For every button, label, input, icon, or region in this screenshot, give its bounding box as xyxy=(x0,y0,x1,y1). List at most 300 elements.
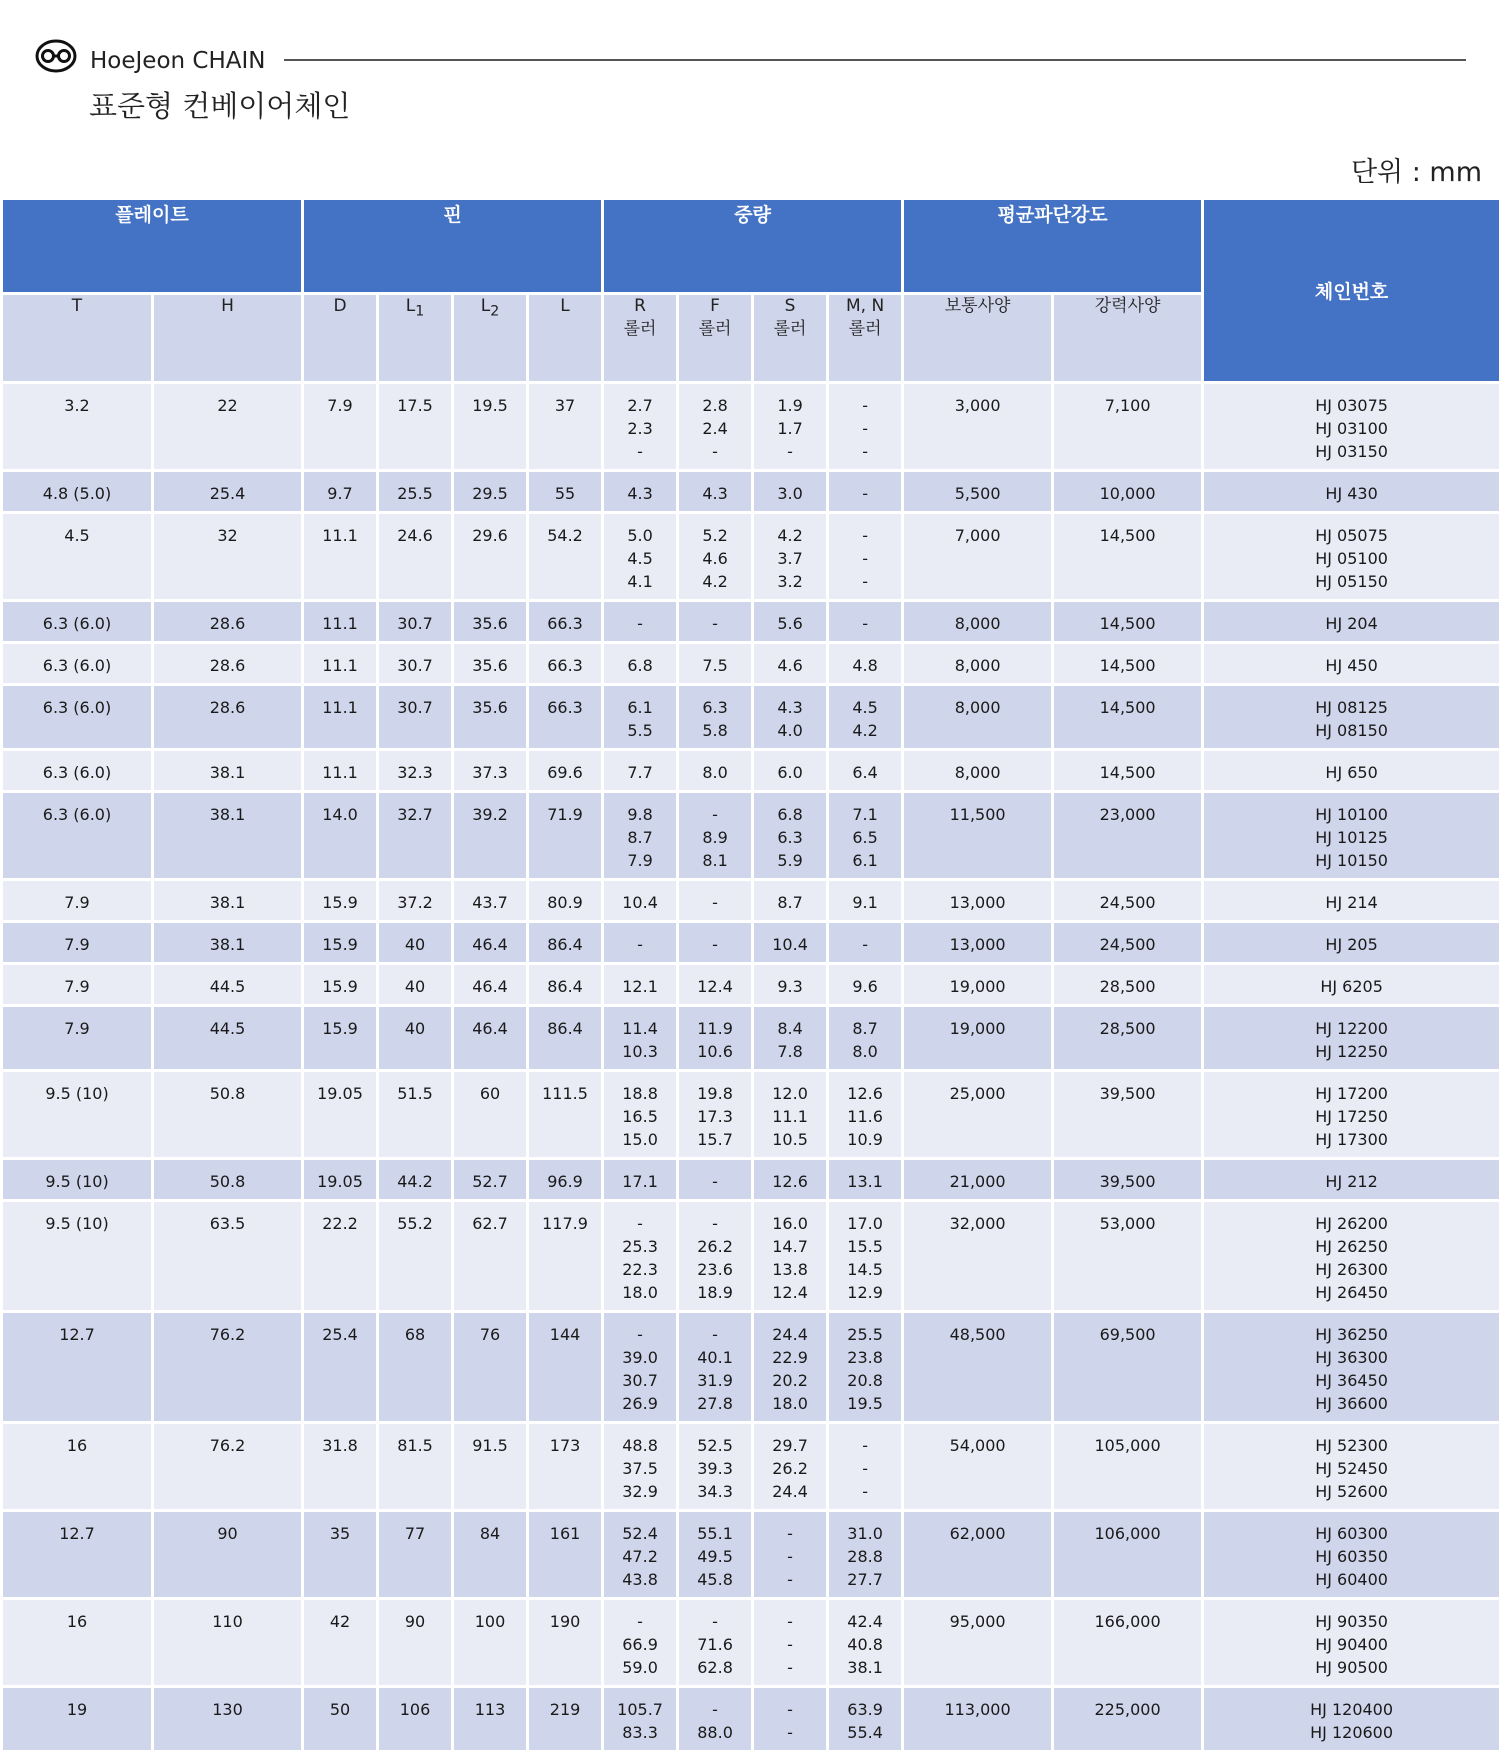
cell-mn xyxy=(829,1007,901,1069)
cell-normal: 3,000 xyxy=(904,384,1051,469)
cell-value: 19.5 xyxy=(847,1394,883,1413)
cell-value: 52.5 xyxy=(697,1436,733,1455)
cell-t: 12.7 xyxy=(3,1512,151,1597)
cell-normal: 21,000 xyxy=(904,1160,1051,1199)
cell-r xyxy=(604,472,676,511)
cell-value: 4.2 xyxy=(777,526,803,545)
cell-h: 44.5 xyxy=(154,965,301,1004)
cell-l: 86.4 xyxy=(529,1007,601,1069)
cell-strong: 28,500 xyxy=(1054,1007,1201,1069)
cell-t: 9.5 (10) xyxy=(3,1202,151,1310)
cell-f xyxy=(679,514,751,599)
cell-chain-no xyxy=(1204,1160,1499,1199)
cell-t: 9.5 (10) xyxy=(3,1072,151,1157)
cell-l1: 106 xyxy=(379,1688,451,1750)
cell-value: 55.4 xyxy=(847,1723,883,1742)
cell-l: 111.5 xyxy=(529,1072,601,1157)
cell-value: 12.4 xyxy=(697,977,733,996)
cell-value: 52.4 xyxy=(622,1524,658,1543)
cell-value: - xyxy=(787,1612,793,1631)
cell-value: 39.3 xyxy=(697,1459,733,1478)
cell-l2: 52.7 xyxy=(454,1160,526,1199)
cell-l: 66.3 xyxy=(529,644,601,683)
cell-value: 8.0 xyxy=(852,1042,878,1061)
cell-value: 1.9 xyxy=(777,396,803,415)
cell-value: 11.4 xyxy=(622,1019,658,1038)
cell-d: 15.9 xyxy=(304,923,376,962)
chain-number: HJ 17300 xyxy=(1315,1130,1388,1149)
cell-value: 13.8 xyxy=(772,1260,808,1279)
cell-h: 38.1 xyxy=(154,793,301,878)
cell-h: 63.5 xyxy=(154,1202,301,1310)
chain-number: HJ 52600 xyxy=(1315,1482,1388,1501)
cell-d: 11.1 xyxy=(304,751,376,790)
cell-value: - xyxy=(862,572,868,591)
cell-value: 5.0 xyxy=(627,526,653,545)
cell-l: 161 xyxy=(529,1512,601,1597)
table-row xyxy=(3,1072,1499,1157)
cell-normal: 32,000 xyxy=(904,1202,1051,1310)
cell-value: 39.0 xyxy=(622,1348,658,1367)
group-pin: 핀 xyxy=(304,200,601,292)
table-row xyxy=(3,1160,1499,1199)
cell-value: 22.9 xyxy=(772,1348,808,1367)
chain-number: HJ 60400 xyxy=(1315,1570,1388,1589)
cell-value: 17.3 xyxy=(697,1107,733,1126)
chain-number: HJ 60350 xyxy=(1315,1547,1388,1566)
table-row xyxy=(3,751,1499,790)
cell-value: 18.0 xyxy=(622,1283,658,1302)
cell-value: 62.8 xyxy=(697,1658,733,1677)
cell-mn xyxy=(829,602,901,641)
cell-value: 6.1 xyxy=(627,698,653,717)
cell-f xyxy=(679,1007,751,1069)
cell-d: 50 xyxy=(304,1688,376,1750)
cell-value: 4.6 xyxy=(777,656,803,675)
cell-value: 3.7 xyxy=(777,549,803,568)
cell-r xyxy=(604,384,676,469)
cell-l2: 100 xyxy=(454,1600,526,1685)
chain-number: HJ 36600 xyxy=(1315,1394,1388,1413)
cell-l2: 35.6 xyxy=(454,644,526,683)
cell-h: 32 xyxy=(154,514,301,599)
cell-value: 6.8 xyxy=(777,805,803,824)
cell-t: 12.7 xyxy=(3,1313,151,1421)
cell-r xyxy=(604,602,676,641)
cell-normal: 95,000 xyxy=(904,1600,1051,1685)
group-strength: 평균파단강도 xyxy=(904,200,1201,292)
cell-value: - xyxy=(787,1635,793,1654)
cell-h: 28.6 xyxy=(154,602,301,641)
cell-value: 4.6 xyxy=(702,549,728,568)
chain-number: HJ 05150 xyxy=(1315,572,1388,591)
cell-f xyxy=(679,923,751,962)
cell-h: 76.2 xyxy=(154,1313,301,1421)
cell-value: 88.0 xyxy=(697,1723,733,1742)
cell-value: 5.2 xyxy=(702,526,728,545)
cell-value: - xyxy=(862,396,868,415)
cell-s xyxy=(754,686,826,748)
cell-f xyxy=(679,1160,751,1199)
col-r-bottom: 롤러 xyxy=(623,319,657,339)
chain-number: HJ 90500 xyxy=(1315,1658,1388,1677)
cell-t: 6.3 (6.0) xyxy=(3,602,151,641)
cell-h: 22 xyxy=(154,384,301,469)
cell-normal: 8,000 xyxy=(904,602,1051,641)
cell-l1: 25.5 xyxy=(379,472,451,511)
chain-number: HJ 650 xyxy=(1325,763,1378,782)
chain-number: HJ 12250 xyxy=(1315,1042,1388,1061)
group-plate: 플레이트 xyxy=(3,200,301,292)
cell-value: 24.4 xyxy=(772,1482,808,1501)
cell-s xyxy=(754,602,826,641)
cell-value: - xyxy=(712,1612,718,1631)
cell-l1: 24.6 xyxy=(379,514,451,599)
cell-normal: 7,000 xyxy=(904,514,1051,599)
cell-r xyxy=(604,686,676,748)
cell-value: 27.8 xyxy=(697,1394,733,1413)
brand xyxy=(34,36,266,76)
cell-mn xyxy=(829,1072,901,1157)
cell-s xyxy=(754,1688,826,1750)
cell-s xyxy=(754,472,826,511)
cell-strong: 14,500 xyxy=(1054,751,1201,790)
chain-number: HJ 03100 xyxy=(1315,419,1388,438)
cell-value: 4.0 xyxy=(777,721,803,740)
cell-value: - xyxy=(637,935,643,954)
cell-l: 190 xyxy=(529,1600,601,1685)
cell-t: 4.5 xyxy=(3,514,151,599)
cell-r xyxy=(604,1160,676,1199)
cell-value: 5.9 xyxy=(777,851,803,870)
cell-value: 8.9 xyxy=(702,828,728,847)
cell-value: 10.4 xyxy=(772,935,808,954)
cell-strong: 14,500 xyxy=(1054,602,1201,641)
cell-value: 8.7 xyxy=(852,1019,878,1038)
cell-value: 18.9 xyxy=(697,1283,733,1302)
cell-l1: 40 xyxy=(379,965,451,1004)
cell-value: 105.7 xyxy=(617,1700,663,1719)
cell-s xyxy=(754,1424,826,1509)
cell-strong: 105,000 xyxy=(1054,1424,1201,1509)
cell-r xyxy=(604,1512,676,1597)
cell-strong: 14,500 xyxy=(1054,514,1201,599)
cell-value: - xyxy=(787,1700,793,1719)
cell-value: - xyxy=(862,614,868,633)
cell-value: - xyxy=(637,614,643,633)
cell-l1: 17.5 xyxy=(379,384,451,469)
cell-value: 32.9 xyxy=(622,1482,658,1501)
col-d: D xyxy=(304,295,376,381)
cell-r xyxy=(604,1424,676,1509)
cell-h: 90 xyxy=(154,1512,301,1597)
cell-value: 17.0 xyxy=(847,1214,883,1233)
cell-normal: 19,000 xyxy=(904,965,1051,1004)
cell-t: 6.3 (6.0) xyxy=(3,751,151,790)
col-l2-base: L xyxy=(480,296,491,316)
cell-value: 9.6 xyxy=(852,977,878,996)
cell-value: - xyxy=(787,1524,793,1543)
cell-f xyxy=(679,1202,751,1310)
cell-value: 6.4 xyxy=(852,763,878,782)
cell-s xyxy=(754,1072,826,1157)
cell-chain-no xyxy=(1204,384,1499,469)
cell-value: 14.7 xyxy=(772,1237,808,1256)
cell-s xyxy=(754,793,826,878)
cell-chain-no xyxy=(1204,1072,1499,1157)
cell-l2: 46.4 xyxy=(454,1007,526,1069)
cell-value: 4.3 xyxy=(777,698,803,717)
cell-h: 38.1 xyxy=(154,923,301,962)
chain-number: HJ 205 xyxy=(1325,935,1378,954)
cell-s xyxy=(754,751,826,790)
cell-value: 4.3 xyxy=(702,484,728,503)
cell-t: 6.3 (6.0) xyxy=(3,793,151,878)
cell-strong: 14,500 xyxy=(1054,644,1201,683)
col-mn-top: M, N xyxy=(845,296,885,316)
cell-r xyxy=(604,965,676,1004)
cell-d: 42 xyxy=(304,1600,376,1685)
table-row xyxy=(3,1424,1499,1509)
cell-value: 1.7 xyxy=(777,419,803,438)
cell-l1: 30.7 xyxy=(379,602,451,641)
cell-value: 2.4 xyxy=(702,419,728,438)
cell-normal: 48,500 xyxy=(904,1313,1051,1421)
cell-value: - xyxy=(712,1214,718,1233)
unit-label: 단위 : mm xyxy=(1350,157,1482,188)
cell-h: 76.2 xyxy=(154,1424,301,1509)
table-row xyxy=(3,514,1499,599)
cell-value: 6.0 xyxy=(777,763,803,782)
cell-value: 7.8 xyxy=(777,1042,803,1061)
cell-chain-no xyxy=(1204,751,1499,790)
cell-d: 11.1 xyxy=(304,514,376,599)
cell-value: 8.4 xyxy=(777,1019,803,1038)
cell-normal: 8,000 xyxy=(904,751,1051,790)
cell-normal: 11,500 xyxy=(904,793,1051,878)
cell-t: 16 xyxy=(3,1600,151,1685)
cell-d: 15.9 xyxy=(304,965,376,1004)
cell-d: 31.8 xyxy=(304,1424,376,1509)
cell-f xyxy=(679,1424,751,1509)
cell-strong: 39,500 xyxy=(1054,1072,1201,1157)
cell-l: 80.9 xyxy=(529,881,601,920)
cell-value: - xyxy=(637,1612,643,1631)
cell-l: 86.4 xyxy=(529,965,601,1004)
cell-value: 42.4 xyxy=(847,1612,883,1631)
col-l2-sub: 2 xyxy=(490,303,500,320)
cell-s xyxy=(754,644,826,683)
cell-value: 15.7 xyxy=(697,1130,733,1149)
cell-value: - xyxy=(637,1214,643,1233)
cell-s xyxy=(754,384,826,469)
cell-r xyxy=(604,751,676,790)
cell-t: 3.2 xyxy=(3,384,151,469)
cell-value: 23.8 xyxy=(847,1348,883,1367)
table-row xyxy=(3,602,1499,641)
cell-normal: 8,000 xyxy=(904,644,1051,683)
cell-value: 28.8 xyxy=(847,1547,883,1566)
cell-value: 31.9 xyxy=(697,1371,733,1390)
cell-f xyxy=(679,1313,751,1421)
cell-value: 3.0 xyxy=(777,484,803,503)
chain-number: HJ 10125 xyxy=(1315,828,1388,847)
chain-number: HJ 52300 xyxy=(1315,1436,1388,1455)
cell-value: 12.6 xyxy=(772,1172,808,1191)
cell-f xyxy=(679,1512,751,1597)
cell-mn xyxy=(829,472,901,511)
cell-strong: 53,000 xyxy=(1054,1202,1201,1310)
cell-t: 7.9 xyxy=(3,1007,151,1069)
cell-h: 44.5 xyxy=(154,1007,301,1069)
chain-number: HJ 26250 xyxy=(1315,1237,1388,1256)
cell-t: 7.9 xyxy=(3,923,151,962)
cell-l: 66.3 xyxy=(529,602,601,641)
cell-strong: 14,500 xyxy=(1054,686,1201,748)
col-f-top: F xyxy=(710,296,720,316)
cell-value: - xyxy=(862,442,868,461)
cell-value: 11.1 xyxy=(772,1107,808,1126)
cell-d: 9.7 xyxy=(304,472,376,511)
cell-value: 66.9 xyxy=(622,1635,658,1654)
cell-d: 11.1 xyxy=(304,644,376,683)
cell-value: - xyxy=(787,1658,793,1677)
cell-l2: 43.7 xyxy=(454,881,526,920)
cell-value: 29.7 xyxy=(772,1436,808,1455)
cell-l2: 37.3 xyxy=(454,751,526,790)
table-row xyxy=(3,793,1499,878)
cell-d: 14.0 xyxy=(304,793,376,878)
chain-number: HJ 120600 xyxy=(1310,1723,1394,1742)
cell-value: 7.5 xyxy=(702,656,728,675)
cell-f xyxy=(679,751,751,790)
cell-normal: 62,000 xyxy=(904,1512,1051,1597)
cell-f xyxy=(679,644,751,683)
cell-value: 23.6 xyxy=(697,1260,733,1279)
cell-value: 45.8 xyxy=(697,1570,733,1589)
chain-number: HJ 214 xyxy=(1325,893,1378,912)
group-weight: 중량 xyxy=(604,200,901,292)
spec-table-body xyxy=(3,384,1499,1750)
table-row xyxy=(3,1512,1499,1597)
table-row xyxy=(3,1202,1499,1310)
chain-number: HJ 17200 xyxy=(1315,1084,1388,1103)
chain-number: HJ 12200 xyxy=(1315,1019,1388,1038)
cell-mn xyxy=(829,1688,901,1750)
cell-r xyxy=(604,923,676,962)
cell-s xyxy=(754,1160,826,1199)
spec-table xyxy=(0,197,1500,1753)
cell-l1: 81.5 xyxy=(379,1424,451,1509)
cell-value: - xyxy=(712,614,718,633)
cell-r xyxy=(604,1072,676,1157)
cell-l1: 44.2 xyxy=(379,1160,451,1199)
table-row xyxy=(3,1600,1499,1685)
cell-f xyxy=(679,602,751,641)
cell-strong: 7,100 xyxy=(1054,384,1201,469)
table-row xyxy=(3,923,1499,962)
cell-value: 20.2 xyxy=(772,1371,808,1390)
cell-value: 27.7 xyxy=(847,1570,883,1589)
cell-value: 18.0 xyxy=(772,1394,808,1413)
chain-number: HJ 120400 xyxy=(1310,1700,1394,1719)
cell-r xyxy=(604,644,676,683)
cell-s xyxy=(754,1512,826,1597)
cell-l: 66.3 xyxy=(529,686,601,748)
cell-h: 38.1 xyxy=(154,881,301,920)
cell-value: 40.8 xyxy=(847,1635,883,1654)
col-t: T xyxy=(3,295,151,381)
cell-value: - xyxy=(862,526,868,545)
cell-h: 110 xyxy=(154,1600,301,1685)
table-row xyxy=(3,965,1499,1004)
group-header-row xyxy=(3,200,1499,292)
cell-l1: 51.5 xyxy=(379,1072,451,1157)
cell-d: 35 xyxy=(304,1512,376,1597)
cell-l2: 91.5 xyxy=(454,1424,526,1509)
cell-value: 5.5 xyxy=(627,721,653,740)
cell-l: 69.6 xyxy=(529,751,601,790)
chain-number: HJ 03150 xyxy=(1315,442,1388,461)
cell-h: 28.6 xyxy=(154,644,301,683)
cell-t: 19 xyxy=(3,1688,151,1750)
table-row xyxy=(3,686,1499,748)
cell-value: 4.2 xyxy=(702,572,728,591)
cell-value: 18.8 xyxy=(622,1084,658,1103)
cell-chain-no xyxy=(1204,472,1499,511)
cell-value: - xyxy=(712,1172,718,1191)
cell-value: - xyxy=(787,1547,793,1566)
cell-s xyxy=(754,923,826,962)
cell-mn xyxy=(829,686,901,748)
cell-value: 14.5 xyxy=(847,1260,883,1279)
cell-h: 28.6 xyxy=(154,686,301,748)
cell-value: 25.5 xyxy=(847,1325,883,1344)
cell-chain-no xyxy=(1204,793,1499,878)
cell-value: - xyxy=(712,1325,718,1344)
cell-normal: 8,000 xyxy=(904,686,1051,748)
cell-mn xyxy=(829,514,901,599)
cell-normal: 13,000 xyxy=(904,881,1051,920)
cell-l1: 40 xyxy=(379,1007,451,1069)
group-chain-no: 체인번호 xyxy=(1204,200,1499,381)
col-l1-base: L xyxy=(405,296,416,316)
cell-value: - xyxy=(862,1436,868,1455)
chain-number: HJ 10150 xyxy=(1315,851,1388,870)
col-l: L xyxy=(529,295,601,381)
header-rule xyxy=(284,59,1466,61)
cell-value: - xyxy=(862,549,868,568)
cell-r xyxy=(604,1313,676,1421)
cell-chain-no xyxy=(1204,1600,1499,1685)
cell-l1: 30.7 xyxy=(379,686,451,748)
cell-r xyxy=(604,793,676,878)
cell-value: 9.1 xyxy=(852,893,878,912)
chain-number: HJ 10100 xyxy=(1315,805,1388,824)
cell-s xyxy=(754,1202,826,1310)
cell-chain-no xyxy=(1204,1424,1499,1509)
chain-number: HJ 26200 xyxy=(1315,1214,1388,1233)
chain-number: HJ 90350 xyxy=(1315,1612,1388,1631)
col-normal: 보통사양 xyxy=(904,295,1051,381)
cell-l1: 30.7 xyxy=(379,644,451,683)
cell-l: 144 xyxy=(529,1313,601,1421)
chain-number: HJ 6205 xyxy=(1320,977,1383,996)
col-f-bottom: 롤러 xyxy=(698,319,732,339)
cell-s xyxy=(754,1007,826,1069)
cell-value: 48.8 xyxy=(622,1436,658,1455)
chain-number: HJ 03075 xyxy=(1315,396,1388,415)
